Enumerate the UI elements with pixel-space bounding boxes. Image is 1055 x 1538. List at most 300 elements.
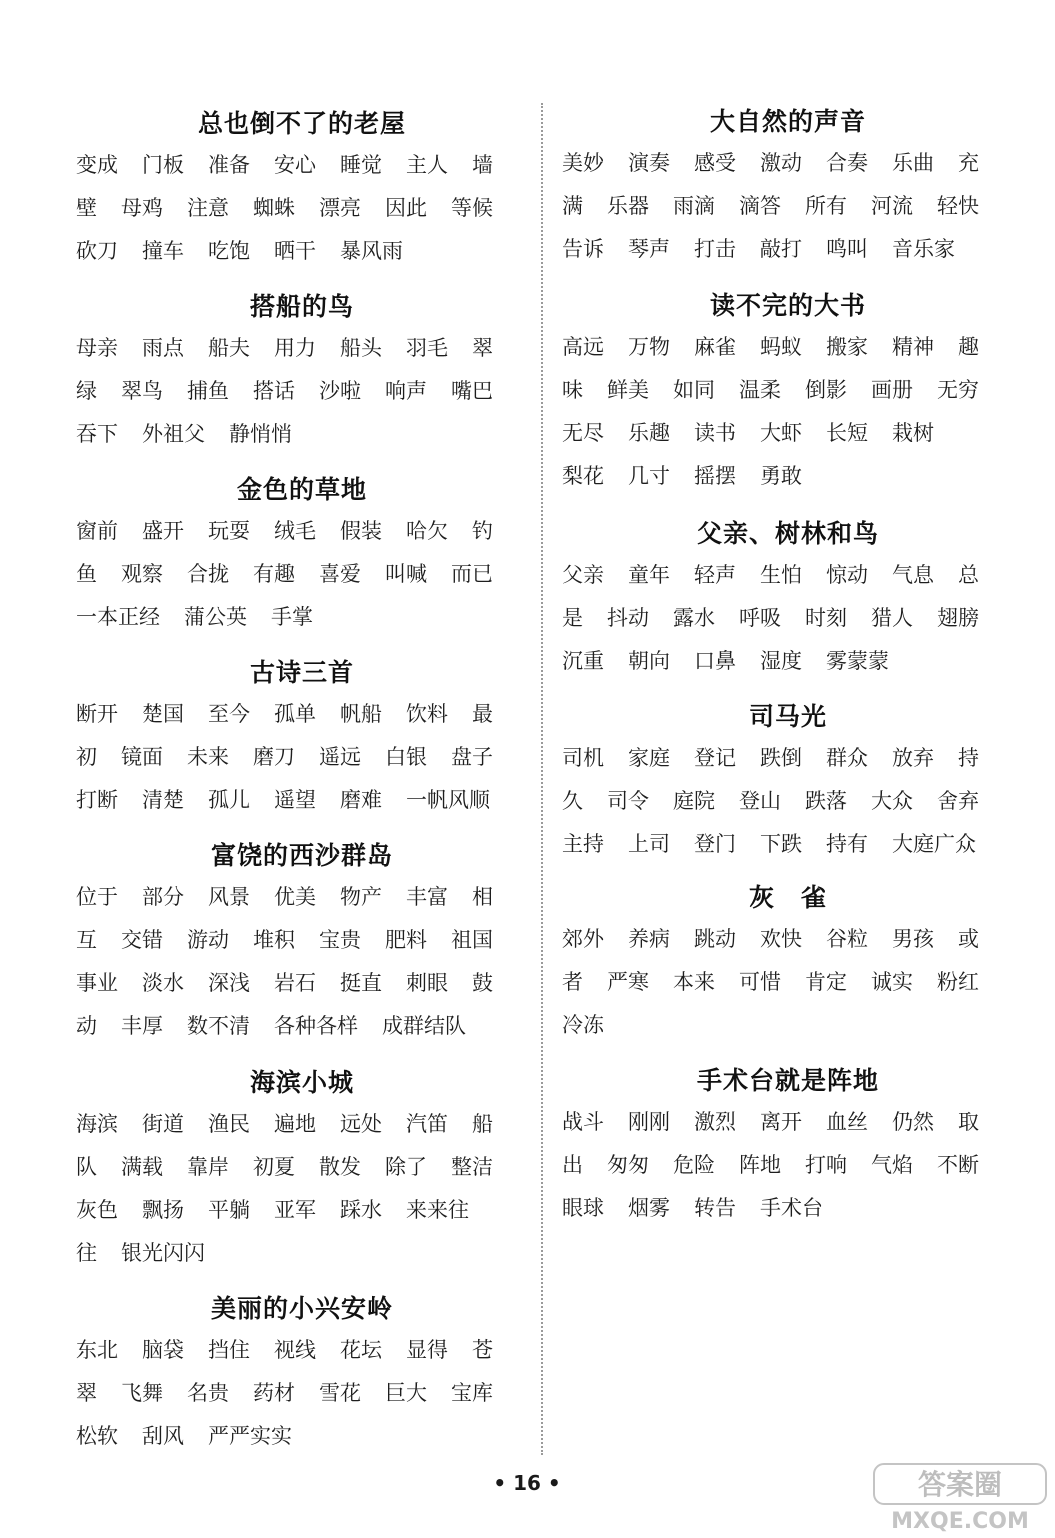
word-row xyxy=(76,919,528,962)
vocab-word: 舍弃 xyxy=(937,789,979,813)
vocab-word: 绒毛 xyxy=(274,519,316,543)
vocab-word: 画册 xyxy=(871,378,913,402)
vocab-word: 堆积 xyxy=(253,928,295,952)
vocab-word: 翠 xyxy=(76,1381,97,1405)
vocab-word: 母鸡 xyxy=(121,196,163,220)
vocab-word: 游动 xyxy=(187,928,229,952)
word-row xyxy=(562,597,1014,640)
vocab-word: 药材 xyxy=(253,1381,295,1405)
word-row xyxy=(76,1232,528,1275)
vocab-word: 手术台 xyxy=(760,1196,823,1220)
vocab-word: 队 xyxy=(76,1155,97,1179)
vocab-word: 大庭广众 xyxy=(892,832,976,856)
word-row xyxy=(562,1004,1014,1047)
vocab-word: 暴风雨 xyxy=(340,239,403,263)
vocab-word: 羽毛 xyxy=(406,336,448,360)
vocab-word: 孤儿 xyxy=(208,788,250,812)
word-row xyxy=(76,1329,528,1372)
vocab-word: 翅膀 xyxy=(937,606,979,630)
vocab-word: 壁 xyxy=(76,196,97,220)
vocab-word: 外祖父 xyxy=(142,422,205,446)
vocab-word: 睡觉 xyxy=(340,153,382,177)
vocab-word: 哈欠 xyxy=(406,519,448,543)
vocab-word: 勇敢 xyxy=(760,464,802,488)
vocab-word: 事业 xyxy=(76,971,118,995)
lesson-title: 古诗三首 xyxy=(249,658,354,687)
vocab-word: 本来 xyxy=(673,970,715,994)
vocab-word: 亚军 xyxy=(274,1198,316,1222)
vocab-word: 砍刀 xyxy=(76,239,118,263)
word-row xyxy=(76,327,528,370)
vocab-word: 仍然 xyxy=(892,1110,934,1134)
vocab-word: 手掌 xyxy=(271,605,313,629)
vocab-word: 最 xyxy=(472,702,493,726)
vocab-word: 是 xyxy=(562,606,583,630)
word-row xyxy=(562,1187,1014,1230)
vocab-word: 久 xyxy=(562,789,583,813)
vocab-word: 主人 xyxy=(406,153,448,177)
vocab-word: 满载 xyxy=(121,1155,163,1179)
vocab-word: 雨点 xyxy=(142,336,184,360)
vocab-word: 初夏 xyxy=(253,1155,295,1179)
word-list xyxy=(76,1329,528,1458)
vocab-word: 宝库 xyxy=(451,1381,493,1405)
vocab-word: 饮料 xyxy=(406,702,448,726)
word-row xyxy=(562,1101,1014,1144)
vocab-word: 散发 xyxy=(319,1155,361,1179)
vocab-word: 告诉 xyxy=(562,237,604,261)
vocab-word: 雪花 xyxy=(319,1381,361,1405)
vocab-word: 撞车 xyxy=(142,239,184,263)
vocab-word: 一本正经 xyxy=(76,605,160,629)
vocab-word: 朝向 xyxy=(628,649,670,673)
vocab-word: 变成 xyxy=(76,153,118,177)
vocab-word: 肯定 xyxy=(805,970,847,994)
vocab-word: 温柔 xyxy=(739,378,781,402)
watermark-logo xyxy=(870,1462,1050,1534)
vocab-word: 家庭 xyxy=(628,746,670,770)
vocab-word: 感受 xyxy=(694,151,736,175)
word-row xyxy=(76,1415,528,1458)
vocab-word: 门板 xyxy=(142,153,184,177)
vocab-word: 鱼 xyxy=(76,562,97,586)
vocab-word: 一帆风顺 xyxy=(406,788,490,812)
vocab-word: 冷冻 xyxy=(562,1013,604,1037)
vocab-word: 童年 xyxy=(628,563,670,587)
vocab-word: 优美 xyxy=(274,885,316,909)
vocab-word: 养病 xyxy=(628,927,670,951)
lesson-title: 父亲、树林和鸟 xyxy=(696,519,879,548)
vocab-word: 气息 xyxy=(892,563,934,587)
word-row xyxy=(76,1146,528,1189)
vocab-word: 麻雀 xyxy=(694,335,736,359)
vocab-word: 时刻 xyxy=(805,606,847,630)
word-row xyxy=(76,1189,528,1232)
word-row xyxy=(76,779,528,822)
vocab-word: 匆匆 xyxy=(607,1153,649,1177)
vocab-word: 安心 xyxy=(274,153,316,177)
vocab-word: 长短 xyxy=(826,421,868,445)
word-row xyxy=(76,1372,528,1415)
vocab-word: 遍地 xyxy=(274,1112,316,1136)
vocab-word: 粉红 xyxy=(937,970,979,994)
vocab-word: 吃饱 xyxy=(208,239,250,263)
vocab-word: 上司 xyxy=(628,832,670,856)
vocab-word: 来来往 xyxy=(406,1198,469,1222)
vocab-word: 遥远 xyxy=(319,745,361,769)
lesson-title: 金色的草地 xyxy=(236,475,367,504)
word-row xyxy=(562,737,1014,780)
vocab-word: 湿度 xyxy=(760,649,802,673)
word-row xyxy=(562,369,1014,412)
lesson-title: 总也倒不了的老屋 xyxy=(197,109,406,138)
vocab-word: 踩水 xyxy=(340,1198,382,1222)
vocab-word: 盛开 xyxy=(142,519,184,543)
vocab-word: 不断 xyxy=(937,1153,979,1177)
vocab-word: 大众 xyxy=(871,789,913,813)
vocab-word: 总 xyxy=(958,563,979,587)
vocab-word: 喜爱 xyxy=(319,562,361,586)
vocab-word: 猎人 xyxy=(871,606,913,630)
vocab-word: 除了 xyxy=(385,1155,427,1179)
vocab-word: 位于 xyxy=(76,885,118,909)
word-row xyxy=(76,1005,528,1048)
vocab-word: 满 xyxy=(562,194,583,218)
vocab-word: 读书 xyxy=(694,421,736,445)
word-list xyxy=(76,693,528,822)
vocab-word: 注意 xyxy=(187,196,229,220)
word-list xyxy=(562,554,1014,683)
vocab-word: 祖国 xyxy=(451,928,493,952)
vocab-word: 翠鸟 xyxy=(121,379,163,403)
vocab-word: 名贵 xyxy=(187,1381,229,1405)
vocab-word: 气焰 xyxy=(871,1153,913,1177)
vocab-word: 嘴巴 xyxy=(451,379,493,403)
vocab-word: 因此 xyxy=(385,196,427,220)
word-row xyxy=(562,554,1014,597)
vocab-word: 清楚 xyxy=(142,788,184,812)
vocab-word: 蒲公英 xyxy=(184,605,247,629)
vocab-word: 鸣叫 xyxy=(826,237,868,261)
vocab-word: 丰厚 xyxy=(121,1014,163,1038)
vocab-word: 而已 xyxy=(451,562,493,586)
vocab-word: 严严实实 xyxy=(208,1424,292,1448)
vocab-word: 乐趣 xyxy=(628,421,670,445)
word-list xyxy=(76,876,528,1048)
vocab-word: 往 xyxy=(76,1241,97,1265)
vocab-word: 登山 xyxy=(739,789,781,813)
vocab-word: 东北 xyxy=(76,1338,118,1362)
word-list xyxy=(562,737,1014,866)
vocab-word: 沉重 xyxy=(562,649,604,673)
vocab-word: 淡水 xyxy=(142,971,184,995)
vocab-word: 趣 xyxy=(958,335,979,359)
vocab-word: 几寸 xyxy=(628,464,670,488)
vocab-word: 打击 xyxy=(694,237,736,261)
word-row xyxy=(562,823,1014,866)
vocab-word: 挺直 xyxy=(340,971,382,995)
vocab-word: 谷粒 xyxy=(826,927,868,951)
vocab-word: 观察 xyxy=(121,562,163,586)
vocab-word: 叫喊 xyxy=(385,562,427,586)
word-row xyxy=(76,596,528,639)
word-row xyxy=(562,780,1014,823)
vocab-word: 雨滴 xyxy=(673,194,715,218)
word-row xyxy=(562,412,1014,455)
vocab-word: 无穷 xyxy=(937,378,979,402)
word-row xyxy=(76,876,528,919)
vocab-word: 合奏 xyxy=(826,151,868,175)
word-row xyxy=(76,736,528,779)
vocab-word: 遥望 xyxy=(274,788,316,812)
vocab-word: 磨难 xyxy=(340,788,382,812)
word-row xyxy=(76,962,528,1005)
vocab-word: 跳动 xyxy=(694,927,736,951)
vocab-word: 高远 xyxy=(562,335,604,359)
vocab-word: 准备 xyxy=(208,153,250,177)
vocab-word: 蜘蛛 xyxy=(253,196,295,220)
vocab-word: 灰色 xyxy=(76,1198,118,1222)
vocab-word: 演奏 xyxy=(628,151,670,175)
vocab-word: 孤单 xyxy=(274,702,316,726)
vocab-word: 平躺 xyxy=(208,1198,250,1222)
vocab-word: 初 xyxy=(76,745,97,769)
vocab-word: 下跌 xyxy=(760,832,802,856)
vocab-word: 动 xyxy=(76,1014,97,1038)
vocab-word: 白银 xyxy=(385,745,427,769)
vocab-word: 露水 xyxy=(673,606,715,630)
lesson-title: 手术台就是阵地 xyxy=(696,1066,879,1095)
vocab-word: 漂亮 xyxy=(319,196,361,220)
vocab-word: 墙 xyxy=(472,153,493,177)
vocab-word: 整洁 xyxy=(451,1155,493,1179)
word-list xyxy=(562,918,1014,1047)
vocab-word: 持 xyxy=(958,746,979,770)
vocab-word: 肥料 xyxy=(385,928,427,952)
vocab-word: 口鼻 xyxy=(694,649,736,673)
watermark-text: 答案圈 xyxy=(917,1468,1003,1501)
vocab-word: 鼓 xyxy=(472,971,493,995)
vocab-word: 摇摆 xyxy=(694,464,736,488)
vocab-word: 味 xyxy=(562,378,583,402)
page-number: • 16 • xyxy=(493,1471,561,1495)
vocab-word: 合拢 xyxy=(187,562,229,586)
word-row xyxy=(76,553,528,596)
vocab-word: 血丝 xyxy=(826,1110,868,1134)
vocab-word: 司机 xyxy=(562,746,604,770)
lesson-title: 富饶的西沙群岛 xyxy=(210,841,393,870)
vocab-word: 街道 xyxy=(142,1112,184,1136)
vocab-word: 成群结队 xyxy=(382,1014,466,1038)
vocab-word: 跌落 xyxy=(805,789,847,813)
vocab-word: 盘子 xyxy=(451,745,493,769)
vocab-word: 飘扬 xyxy=(142,1198,184,1222)
vocab-word: 飞舞 xyxy=(121,1381,163,1405)
vocab-word: 巨大 xyxy=(385,1381,427,1405)
vocab-word: 有趣 xyxy=(253,562,295,586)
vocab-word: 假装 xyxy=(340,519,382,543)
vocab-word: 数不清 xyxy=(187,1014,250,1038)
vocab-word: 翠 xyxy=(472,336,493,360)
word-list xyxy=(562,1101,1014,1230)
vocab-word: 阵地 xyxy=(739,1153,781,1177)
vocab-word: 万物 xyxy=(628,335,670,359)
vocab-word: 离开 xyxy=(760,1110,802,1134)
vocab-word: 父亲 xyxy=(562,563,604,587)
vocab-word: 丰富 xyxy=(406,885,448,909)
word-row xyxy=(76,413,528,456)
vocab-word: 风景 xyxy=(208,885,250,909)
vocab-word: 钓 xyxy=(472,519,493,543)
lesson-title: 读不完的大书 xyxy=(709,291,866,320)
vocab-word: 呼吸 xyxy=(739,606,781,630)
vocab-word: 放弃 xyxy=(892,746,934,770)
vocab-word: 倒影 xyxy=(805,378,847,402)
vocab-word: 出 xyxy=(562,1153,583,1177)
word-row xyxy=(76,370,528,413)
vocab-word: 梨花 xyxy=(562,464,604,488)
word-row xyxy=(76,187,528,230)
vocab-word: 诚实 xyxy=(871,970,913,994)
vocab-word: 群众 xyxy=(826,746,868,770)
vocab-word: 激烈 xyxy=(694,1110,736,1134)
vocab-word: 登记 xyxy=(694,746,736,770)
vocab-word: 欢快 xyxy=(760,927,802,951)
vocab-word: 玩耍 xyxy=(208,519,250,543)
vocab-word: 远处 xyxy=(340,1112,382,1136)
vocab-word: 深浅 xyxy=(208,971,250,995)
vocab-word: 司令 xyxy=(607,789,649,813)
word-list xyxy=(562,142,1014,271)
vocab-word: 银光闪闪 xyxy=(121,1241,205,1265)
watermark-url: MXQE.COM xyxy=(891,1509,1029,1534)
vocab-word: 所有 xyxy=(805,194,847,218)
vocab-word: 战斗 xyxy=(562,1110,604,1134)
vocab-word: 吞下 xyxy=(76,422,118,446)
vocab-word: 挡住 xyxy=(208,1338,250,1362)
lesson-title: 海滨小城 xyxy=(249,1068,354,1097)
vocab-word: 磨刀 xyxy=(253,745,295,769)
vocab-word: 船夫 xyxy=(208,336,250,360)
vocab-word: 松软 xyxy=(76,1424,118,1448)
vocab-word: 惊动 xyxy=(826,563,868,587)
vocab-word: 抖动 xyxy=(607,606,649,630)
vocab-word: 绿 xyxy=(76,379,97,403)
vocab-word: 汽笛 xyxy=(406,1112,448,1136)
word-row xyxy=(76,510,528,553)
vocab-word: 海滨 xyxy=(76,1112,118,1136)
vocab-word: 视线 xyxy=(274,1338,316,1362)
vocab-word: 苍 xyxy=(472,1338,493,1362)
word-row xyxy=(562,455,1014,498)
vocab-word: 刺眼 xyxy=(406,971,448,995)
word-row xyxy=(76,230,528,273)
lesson-title: 司马光 xyxy=(748,702,827,731)
vocab-word: 严寒 xyxy=(607,970,649,994)
vocab-word: 用力 xyxy=(274,336,316,360)
word-row xyxy=(562,918,1014,961)
vocab-word: 脑袋 xyxy=(142,1338,184,1362)
vocab-word: 跌倒 xyxy=(760,746,802,770)
vocab-word: 交错 xyxy=(121,928,163,952)
vocab-word: 鲜美 xyxy=(607,378,649,402)
vocab-word: 者 xyxy=(562,970,583,994)
vocab-word: 登门 xyxy=(694,832,736,856)
vocab-word: 船头 xyxy=(340,336,382,360)
vocab-word: 等候 xyxy=(451,196,493,220)
vocab-word: 沙啦 xyxy=(319,379,361,403)
vocab-word: 轻快 xyxy=(937,194,979,218)
vocab-word: 晒干 xyxy=(274,239,316,263)
vocab-word: 打响 xyxy=(805,1153,847,1177)
word-list xyxy=(562,326,1014,498)
vocab-word: 激动 xyxy=(760,151,802,175)
word-row xyxy=(562,640,1014,683)
lesson-title: 美丽的小兴安岭 xyxy=(210,1294,393,1323)
vocab-word: 无尽 xyxy=(562,421,604,445)
vocab-word: 岩石 xyxy=(274,971,316,995)
vocab-word: 危险 xyxy=(673,1153,715,1177)
vocab-word: 搬家 xyxy=(826,335,868,359)
vocab-word: 部分 xyxy=(142,885,184,909)
vocab-word: 乐器 xyxy=(607,194,649,218)
column-divider xyxy=(541,103,543,1455)
vocab-word: 男孩 xyxy=(892,927,934,951)
word-row xyxy=(562,228,1014,271)
lesson-title: 大自然的声音 xyxy=(709,107,866,136)
vocab-word: 显得 xyxy=(406,1338,448,1362)
vocab-word: 靠岸 xyxy=(187,1155,229,1179)
lesson-title: 搭船的鸟 xyxy=(249,292,354,321)
word-row xyxy=(562,961,1014,1004)
word-row xyxy=(562,185,1014,228)
vocab-word: 转告 xyxy=(694,1196,736,1220)
lesson-title: 灰 雀 xyxy=(748,883,827,912)
vocab-word: 断开 xyxy=(76,702,118,726)
vocab-word: 各种各样 xyxy=(274,1014,358,1038)
vocab-word: 母亲 xyxy=(76,336,118,360)
vocab-word: 精神 xyxy=(892,335,934,359)
vocab-word: 物产 xyxy=(340,885,382,909)
vocab-word: 蚂蚁 xyxy=(760,335,802,359)
vocab-word: 花坛 xyxy=(340,1338,382,1362)
vocab-word: 宝贵 xyxy=(319,928,361,952)
vocab-word: 窗前 xyxy=(76,519,118,543)
vocab-word: 静悄悄 xyxy=(229,422,292,446)
vocab-word: 刚刚 xyxy=(628,1110,670,1134)
vocab-word: 栽树 xyxy=(892,421,934,445)
word-row xyxy=(562,1144,1014,1187)
vocab-word: 捕鱼 xyxy=(187,379,229,403)
vocab-word: 琴声 xyxy=(628,237,670,261)
vocab-word: 楚国 xyxy=(142,702,184,726)
vocab-word: 如同 xyxy=(673,378,715,402)
vocab-word: 滴答 xyxy=(739,194,781,218)
word-row xyxy=(562,142,1014,185)
vocab-word: 或 xyxy=(958,927,979,951)
vocab-word: 渔民 xyxy=(208,1112,250,1136)
vocab-word: 至今 xyxy=(208,702,250,726)
vocab-word: 烟雾 xyxy=(628,1196,670,1220)
vocab-word: 互 xyxy=(76,928,97,952)
vocab-word: 船 xyxy=(472,1112,493,1136)
word-list xyxy=(76,510,528,639)
vocab-word: 大虾 xyxy=(760,421,802,445)
vocab-word: 响声 xyxy=(385,379,427,403)
vocab-word: 搭话 xyxy=(253,379,295,403)
vocab-word: 美妙 xyxy=(562,151,604,175)
vocab-word: 打断 xyxy=(76,788,118,812)
